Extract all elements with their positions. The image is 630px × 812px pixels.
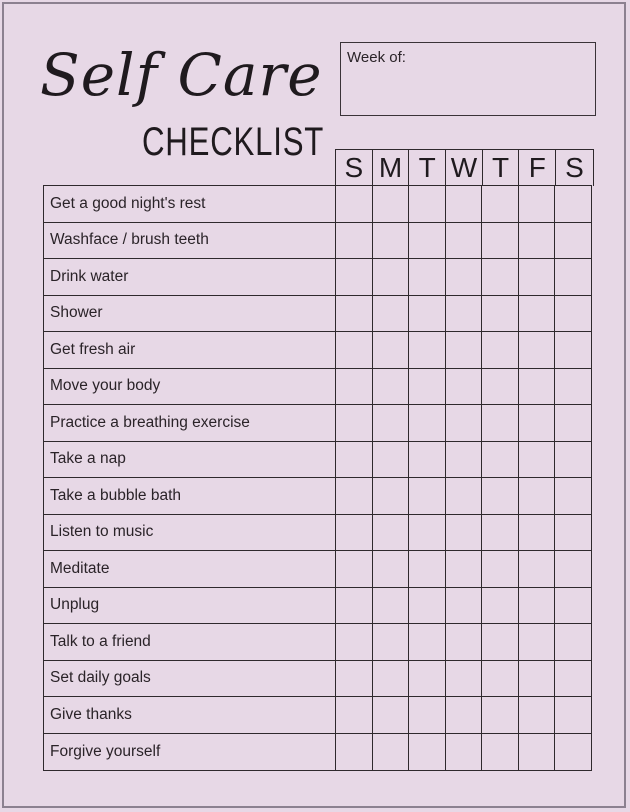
check-cell[interactable] <box>555 551 591 587</box>
day-header-row <box>335 149 594 186</box>
task-label: Practice a breathing exercise <box>44 405 336 441</box>
task-row <box>44 551 591 588</box>
check-cell[interactable] <box>373 369 410 405</box>
task-row <box>44 186 591 223</box>
check-cell[interactable] <box>519 551 556 587</box>
task-label: Meditate <box>44 551 336 587</box>
check-cell[interactable] <box>409 624 446 660</box>
task-row <box>44 734 591 771</box>
check-cell[interactable] <box>482 223 519 259</box>
check-cell[interactable] <box>555 734 591 771</box>
check-cell[interactable] <box>446 697 483 733</box>
title-self-care: Self Care <box>40 41 323 109</box>
check-cell[interactable] <box>446 332 483 368</box>
check-cell[interactable] <box>336 588 373 624</box>
check-cell[interactable] <box>409 405 446 441</box>
check-cell[interactable] <box>446 515 483 551</box>
check-cell[interactable] <box>446 405 483 441</box>
task-label: Take a nap <box>44 442 336 478</box>
task-row <box>44 223 591 260</box>
check-cell[interactable] <box>482 588 519 624</box>
task-label: Set daily goals <box>44 661 336 697</box>
check-cell[interactable] <box>373 697 410 733</box>
check-cell[interactable] <box>482 369 519 405</box>
day-header-0: S <box>336 150 373 186</box>
task-row <box>44 697 591 734</box>
check-cell[interactable] <box>519 405 556 441</box>
task-row <box>44 515 591 552</box>
task-label: Shower <box>44 296 336 332</box>
check-cell[interactable] <box>373 405 410 441</box>
check-cell[interactable] <box>373 478 410 514</box>
check-cell[interactable] <box>482 259 519 295</box>
check-cell[interactable] <box>373 259 410 295</box>
check-cell[interactable] <box>519 332 556 368</box>
task-label: Unplug <box>44 588 336 624</box>
day-header-1: M <box>373 150 410 186</box>
check-cell[interactable] <box>446 296 483 332</box>
check-cell[interactable] <box>373 551 410 587</box>
check-cell[interactable] <box>446 588 483 624</box>
check-cell[interactable] <box>336 223 373 259</box>
check-cell[interactable] <box>555 588 591 624</box>
day-header-4: T <box>483 150 520 186</box>
task-label: Listen to music <box>44 515 336 551</box>
check-cell[interactable] <box>482 697 519 733</box>
day-header-5: F <box>519 150 556 186</box>
task-row <box>44 296 591 333</box>
check-cell[interactable] <box>482 405 519 441</box>
check-cell[interactable] <box>446 551 483 587</box>
check-cell[interactable] <box>446 661 483 697</box>
check-cell[interactable] <box>409 186 446 222</box>
day-header-3: W <box>446 150 483 186</box>
check-cell[interactable] <box>373 515 410 551</box>
check-cell[interactable] <box>373 223 410 259</box>
check-cell[interactable] <box>336 697 373 733</box>
check-cell[interactable] <box>409 442 446 478</box>
check-cell[interactable] <box>446 369 483 405</box>
task-label: Get a good night's rest <box>44 186 336 222</box>
check-cell[interactable] <box>482 734 519 771</box>
check-cell[interactable] <box>336 186 373 222</box>
check-cell[interactable] <box>555 223 591 259</box>
check-cell[interactable] <box>519 442 556 478</box>
check-cell[interactable] <box>446 734 483 771</box>
task-row <box>44 332 591 369</box>
check-cell[interactable] <box>409 369 446 405</box>
task-label: Talk to a friend <box>44 624 336 660</box>
task-label: Move your body <box>44 369 336 405</box>
check-cell[interactable] <box>482 332 519 368</box>
check-cell[interactable] <box>409 259 446 295</box>
check-cell[interactable] <box>336 442 373 478</box>
check-cell[interactable] <box>555 296 591 332</box>
task-row <box>44 369 591 406</box>
check-cell[interactable] <box>482 551 519 587</box>
check-cell[interactable] <box>373 296 410 332</box>
check-cell[interactable] <box>519 697 556 733</box>
check-cell[interactable] <box>446 624 483 660</box>
check-cell[interactable] <box>555 697 591 733</box>
check-cell[interactable] <box>373 624 410 660</box>
check-cell[interactable] <box>336 624 373 660</box>
check-cell[interactable] <box>555 661 591 697</box>
check-cell[interactable] <box>336 369 373 405</box>
check-cell[interactable] <box>519 588 556 624</box>
check-cell[interactable] <box>336 405 373 441</box>
check-cell[interactable] <box>336 478 373 514</box>
check-cell[interactable] <box>336 734 373 771</box>
check-cell[interactable] <box>373 332 410 368</box>
check-cell[interactable] <box>519 661 556 697</box>
task-row <box>44 405 591 442</box>
check-cell[interactable] <box>409 697 446 733</box>
check-cell[interactable] <box>482 296 519 332</box>
check-cell[interactable] <box>555 624 591 660</box>
week-of-label: Week of: <box>347 49 406 66</box>
check-cell[interactable] <box>373 661 410 697</box>
check-cell[interactable] <box>336 551 373 587</box>
task-row <box>44 661 591 698</box>
check-cell[interactable] <box>409 734 446 771</box>
check-cell[interactable] <box>336 296 373 332</box>
check-cell[interactable] <box>409 478 446 514</box>
check-cell[interactable] <box>519 478 556 514</box>
check-cell[interactable] <box>373 588 410 624</box>
check-cell[interactable] <box>519 515 556 551</box>
check-cell[interactable] <box>409 223 446 259</box>
task-row <box>44 624 591 661</box>
check-cell[interactable] <box>446 478 483 514</box>
check-cell[interactable] <box>373 442 410 478</box>
task-label: Washface / brush teeth <box>44 223 336 259</box>
check-cell[interactable] <box>555 332 591 368</box>
check-cell[interactable] <box>373 734 410 771</box>
check-cell[interactable] <box>446 259 483 295</box>
check-cell[interactable] <box>555 369 591 405</box>
task-row <box>44 259 591 296</box>
check-cell[interactable] <box>446 442 483 478</box>
check-cell[interactable] <box>519 186 556 222</box>
check-cell[interactable] <box>519 223 556 259</box>
check-cell[interactable] <box>336 332 373 368</box>
week-of-field[interactable] <box>340 42 596 116</box>
check-cell[interactable] <box>336 259 373 295</box>
check-cell[interactable] <box>409 661 446 697</box>
check-cell[interactable] <box>373 186 410 222</box>
check-cell[interactable] <box>409 332 446 368</box>
checklist-grid <box>43 185 592 771</box>
check-cell[interactable] <box>555 405 591 441</box>
title-checklist: CHECKLIST <box>142 120 325 164</box>
check-cell[interactable] <box>446 223 483 259</box>
day-header-6: S <box>565 152 584 183</box>
check-cell[interactable] <box>519 259 556 295</box>
check-cell[interactable] <box>482 661 519 697</box>
check-cell[interactable] <box>409 296 446 332</box>
check-cell[interactable] <box>409 588 446 624</box>
check-cell[interactable] <box>482 478 519 514</box>
check-cell[interactable] <box>482 515 519 551</box>
task-label: Drink water <box>44 259 336 295</box>
check-cell[interactable] <box>409 551 446 587</box>
day-header-2: T <box>409 150 446 186</box>
check-cell[interactable] <box>336 515 373 551</box>
task-label: Get fresh air <box>44 332 336 368</box>
check-cell[interactable] <box>482 624 519 660</box>
check-cell[interactable] <box>482 186 519 222</box>
check-cell[interactable] <box>336 661 373 697</box>
task-row <box>44 442 591 479</box>
check-cell[interactable] <box>519 624 556 660</box>
check-cell[interactable] <box>482 442 519 478</box>
check-cell[interactable] <box>519 369 556 405</box>
task-row <box>44 588 591 625</box>
check-cell[interactable] <box>519 734 556 771</box>
check-cell[interactable] <box>446 186 483 222</box>
check-cell[interactable] <box>555 515 591 551</box>
task-row <box>44 478 591 515</box>
task-label: Take a bubble bath <box>44 478 336 514</box>
check-cell[interactable] <box>555 442 591 478</box>
check-cell[interactable] <box>519 296 556 332</box>
check-cell[interactable] <box>555 478 591 514</box>
task-label: Forgive yourself <box>44 734 336 771</box>
task-label: Give thanks <box>44 697 336 733</box>
check-cell[interactable] <box>555 186 591 222</box>
check-cell[interactable] <box>409 515 446 551</box>
check-cell[interactable] <box>555 259 591 295</box>
